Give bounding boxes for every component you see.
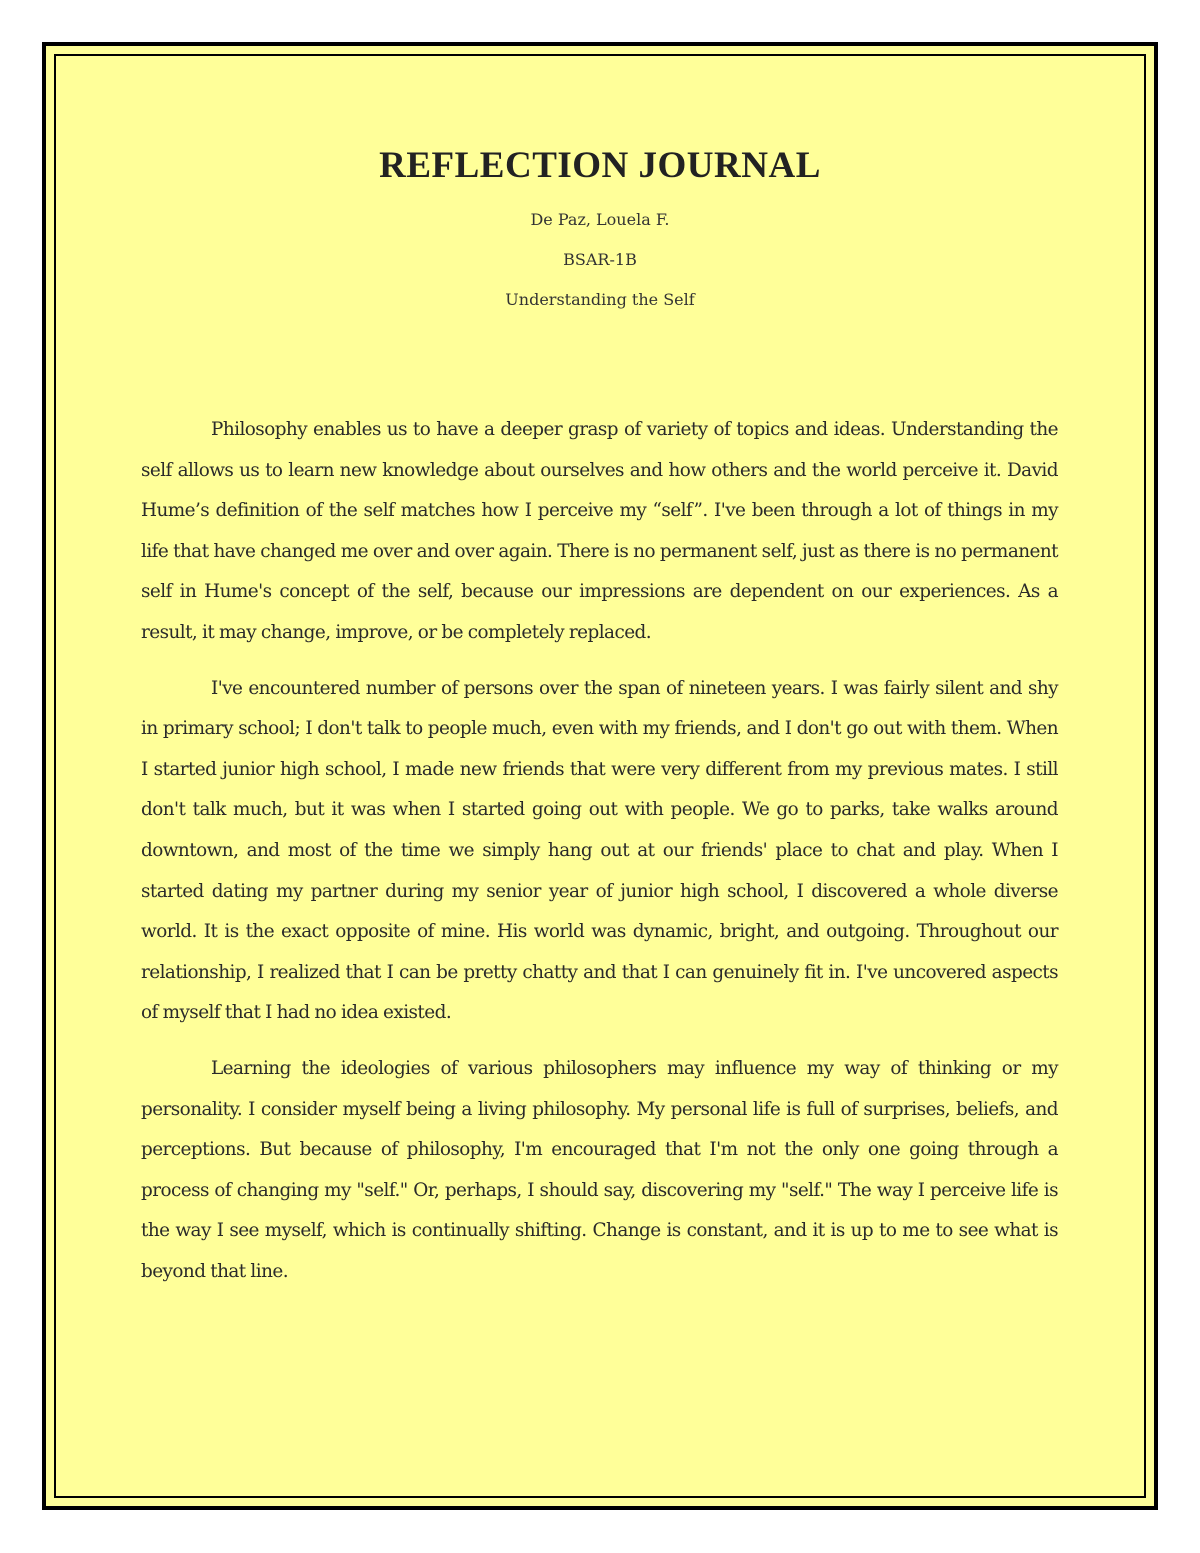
paragraph-1: Philosophy enables us to have a deeper grasp of variety of topics and ideas. Understanding the self allows us to learn new knowledge about ourselves and how others and the world perceive it. David Hume’s definition of the self matches how I perceive my “self”. I've been through a lot of things in my life that have changed me over and over again. There is no permanent self, just as there is no permanent self in Hume's concept of the self, because our impressions are dependent on our experiences. As a result, it may change, improve, or be completely replaced. (141, 419, 1058, 643)
author-name: De Paz, Louela F. (530, 210, 670, 229)
paragraph-2: I've encountered number of persons over the span of nineteen years. I was fairly silent and shy in primary school; I don't talk to people much, even with my friends, and I don't go out with them. When I started junior high school, I made new friends that were very different from my previous mates. I still don't talk much, but it was when I started going out with people. We go to parks, take walks around downtown, and most of the time we simply hang out at our friends' place to chat and play. When I started dating my partner during my senior year of junior high school, I discovered a whole diverse world. It is the exact opposite of mine. His world was dynamic, bright, and outgoing. Throughout our relationship, I realized that I can be pretty chatty and that I can genuinely fit in. I've uncovered aspects of myself that I had no idea existed. (141, 677, 1058, 1024)
class-section: BSAR-1B (563, 250, 637, 269)
journal-content (52, 52, 1148, 1500)
journal-body (141, 410, 1058, 1307)
paragraph-3: Learning the ideologies of various philosophers may influence my way of thinking or my personality. I consider myself being a living philosophy. My personal life is full of surprises, beliefs, and perceptions. But because of philosophy, I'm encouraged that I'm not the only one going through a process of changing my "self." Or, perhaps, I should say, discovering my "self." The way I perceive life is the way I see myself, which is continually shifting. Change is constant, and it is up to me to see what is beyond that line. (141, 1057, 1058, 1282)
course-title: Understanding the Self (505, 290, 695, 309)
page-title: REFLECTION JOURNAL (379, 145, 821, 186)
